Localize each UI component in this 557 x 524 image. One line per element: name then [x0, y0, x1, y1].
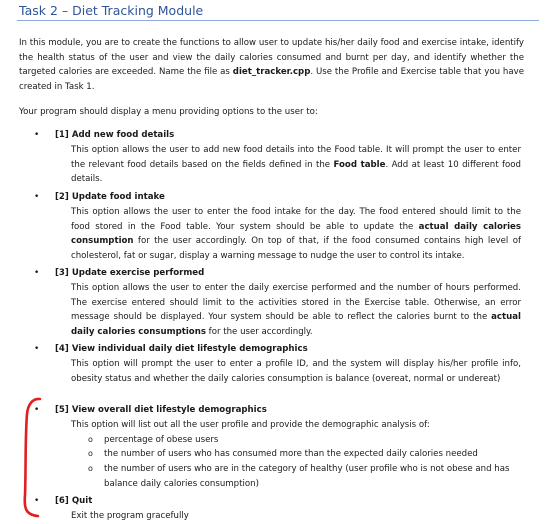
sub-item-text: the number of users who are in the category of healthy (user profile who is not obese and has balance daily calories consumption) — [104, 464, 510, 489]
bullet-marker: • — [34, 344, 40, 354]
intro-text-start: In this module, you are to create the functions to allow user to update his/her daily food and exercise intake, identify the health status of the user and view the daily calories consumed and burnt per day, and identify whether the targeted calories are exceeded. Name the file as — [19, 38, 524, 77]
bullet-marker: • — [34, 496, 40, 506]
sub-item-text: percentage of obese users — [104, 435, 219, 445]
bullet-marker: • — [34, 192, 40, 202]
item-4-heading: [4] View individual daily diet lifestyle demographics — [55, 344, 308, 354]
sub-bullet-marker: o — [88, 435, 93, 444]
bullet-marker: • — [34, 405, 40, 415]
item-5-heading: [5] View overall diet lifestyle demographics — [55, 405, 267, 415]
item-3-text: This option allows the user to enter the daily exercise performed and the number of hours performed. The exercise entered should limit to the activities stored in the Exercise table. Otherwise, an error message should be displayed. Your system should be able to reflect the calories burnt to the — [71, 283, 521, 322]
item-1-text: This option allows the user to add new food details into the Food table. It will prompt the user to enter the relevant food details based on the fields defined in the — [71, 145, 521, 170]
intro-filename: diet_tracker.cpp — [232, 67, 311, 77]
page-title: Task 2 – Diet Tracking Module — [19, 3, 204, 18]
item-1-text-end: . Add at least 10 different food details. — [71, 159, 521, 184]
item-3-text-end: for the user accordingly. — [205, 326, 313, 337]
item-2-text: This option allows the user to enter the food intake for the day. The food entered should limit to the food stored in the Food table. Your system should be able to update the — [71, 207, 521, 232]
bullet-marker: • — [34, 268, 40, 278]
bullet-marker: • — [34, 130, 40, 140]
intro-text-end: . Use the Profile and Exercise table that you have created in Task 1. — [19, 67, 524, 92]
item-4-text: This option will prompt the user to enter a profile ID, and the system will display his/her profile info, obesity status and whether the daily calories consumption is balance (overeat, normal or undereat) — [71, 359, 521, 384]
menu-intro: Your program should display a menu providing options to the user to: — [19, 107, 318, 117]
item-3-heading: [3] Update exercise performed — [55, 268, 205, 278]
item-5-text: This option will list out all the user profile and provide the demographic analysis of: — [71, 420, 430, 430]
item-6-text: Exit the program gracefully — [71, 511, 189, 521]
sub-bullet-marker: o — [88, 449, 93, 458]
sub-bullet-marker: o — [88, 464, 93, 473]
item-2-heading: [2] Update food intake — [55, 192, 165, 202]
sub-item-text: the number of users who has consumed more than the expected daily calories needed — [104, 449, 478, 459]
item-3-bold: actual daily calories consumptions — [71, 312, 521, 337]
item-2-bold: actual daily calories consumption — [71, 221, 521, 246]
item-1-bold: Food table — [333, 159, 386, 170]
item-6-heading: [6] Quit — [55, 496, 93, 506]
item-2-text-end: for the user accordingly. On top of that, if the food consumed contains high level of cholesterol, fat or sugar, display a warning message to nudge the user to control its intake. — [71, 236, 521, 261]
item-1-heading: [1] Add new food details — [55, 130, 175, 140]
